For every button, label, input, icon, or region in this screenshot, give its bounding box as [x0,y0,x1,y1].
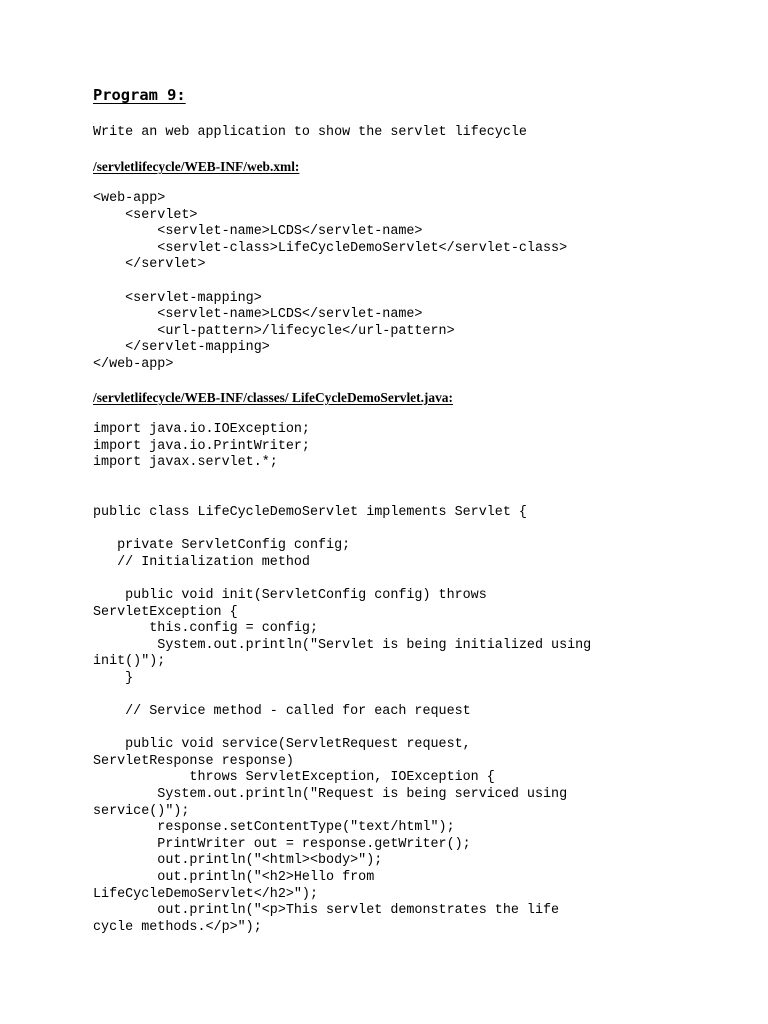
code-line: response.setContentType("text/html"); [93,820,455,836]
code-line [93,488,591,505]
code-line [93,274,567,291]
code-line: } [93,670,134,686]
code-line: <url-pattern>/lifecycle</url-pattern> [93,323,455,339]
code-line: System.out.println("Request is being serviced using [93,787,568,803]
code-line: // Service method - called for each request [93,704,471,720]
code-line [93,721,591,738]
code-line: <web-app> [93,191,166,206]
code-line: <servlet-mapping> [93,290,262,306]
web-xml-file-heading: /servletlifecycle/WEB-INF/web.xml: [93,159,300,174]
code-line: import javax.servlet.*; [93,455,278,471]
code-line: throws ServletException, IOException { [93,770,495,786]
code-line: private ServletConfig config; [93,538,351,554]
code-line: </web-app> [93,356,174,372]
code-line: init()"); [93,654,166,670]
code-line: <servlet> [93,207,198,223]
code-line: cycle methods.</p>"); [93,919,262,935]
code-line: ServletException { [93,604,238,620]
web-xml-code-block [93,191,567,374]
code-line: <servlet-name>LCDS</servlet-name> [93,224,423,240]
code-line: <servlet-class>LifeCycleDemoServlet</servlet-class> [93,240,568,256]
assignment-description: Write an web application to show the servlet lifecycle [93,125,527,140]
code-line: public class LifeCycleDemoServlet implements Servlet { [93,504,527,520]
code-line: public void service(ServletRequest request, [93,737,471,753]
code-line: out.println("<h2>Hello from [93,870,375,886]
program-title: Program 9: [93,86,186,104]
code-line: LifeCycleDemoServlet</h2>"); [93,886,318,902]
code-line: <servlet-name>LCDS</servlet-name> [93,307,423,323]
code-line: public void init(ServletConfig config) throws [93,587,487,603]
code-line: System.out.println("Servlet is being initialized using [93,637,592,653]
code-line: import java.io.PrintWriter; [93,438,310,454]
code-line: ServletResponse response) [93,753,294,769]
code-line: service()"); [93,803,190,819]
code-line: import java.io.IOException; [93,422,310,437]
code-line: this.config = config; [93,621,318,637]
code-line: </servlet-mapping> [93,340,270,356]
code-line: PrintWriter out = response.getWriter(); [93,836,471,852]
code-line [93,688,591,705]
code-line: </servlet> [93,257,206,273]
code-line: out.println("<p>This servlet demonstrates the life [93,903,560,919]
code-line: // Initialization method [93,554,310,570]
code-line: out.println("<html><body>"); [93,853,383,869]
code-line [93,522,591,539]
java-code-block [93,422,591,936]
code-line [93,472,591,489]
java-file-heading: /servletlifecycle/WEB-INF/classes/ LifeCycleDemoServlet.java: [93,390,453,405]
code-line [93,571,591,588]
